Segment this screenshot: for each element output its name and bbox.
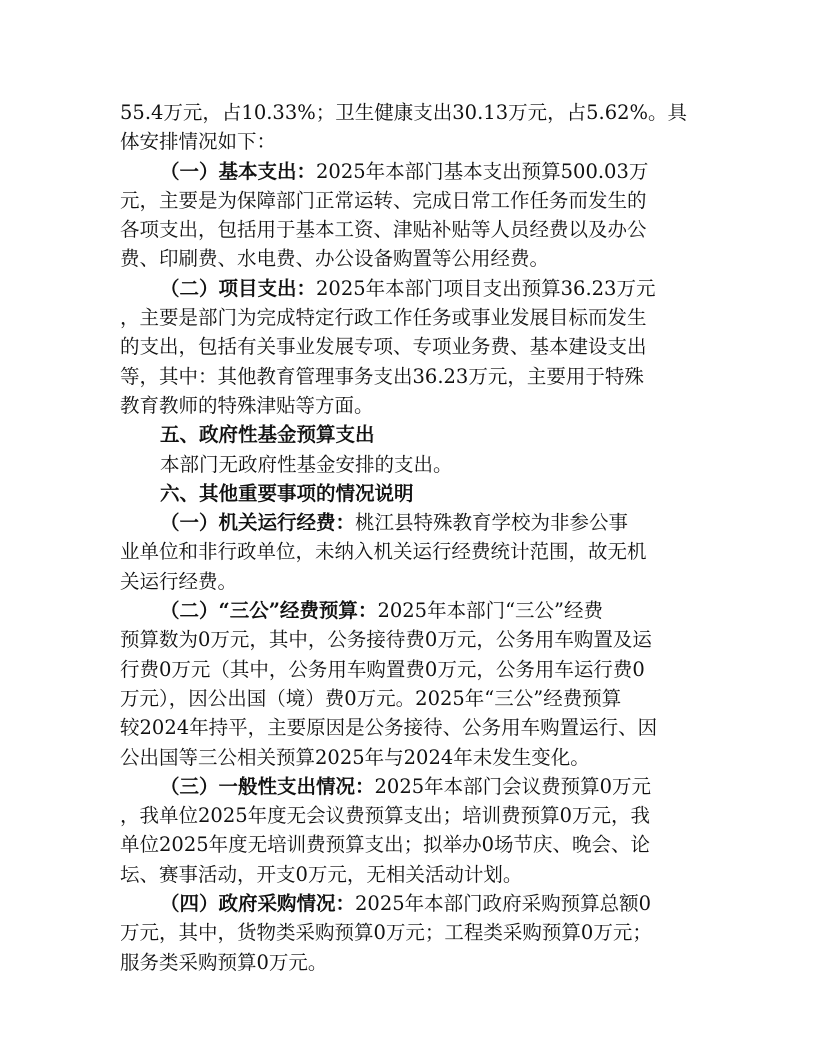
text-line bbox=[120, 362, 700, 391]
bold-heading-segment: 六、其他重要事项的情况说明 bbox=[160, 481, 414, 505]
text-line bbox=[120, 420, 700, 449]
body-text bbox=[120, 98, 700, 977]
text-line bbox=[120, 157, 700, 186]
text-segment: 行费0万元（其中，公务用车购置费0万元，公务用车运行费0 bbox=[120, 657, 645, 681]
text-line bbox=[120, 889, 700, 918]
text-line bbox=[120, 596, 700, 625]
text-line bbox=[120, 479, 700, 508]
text-line bbox=[120, 244, 700, 273]
text-segment: 公出国等三公相关预算2025年与2024年未发生变化。 bbox=[120, 745, 590, 769]
text-line bbox=[120, 625, 700, 654]
bold-heading-segment: （一）基本支出： bbox=[160, 159, 317, 183]
text-segment: 费、印刷费、水电费、办公设备购置等公用经费。 bbox=[120, 247, 550, 271]
text-line bbox=[120, 655, 700, 684]
text-segment: 2025年本部门会议费预算0万元 bbox=[374, 774, 652, 798]
text-line bbox=[120, 743, 700, 772]
text-segment: 较2024年持平，主要原因是公务接待、公务用车购置运行、因 bbox=[120, 716, 658, 740]
text-segment: 万元），因公出国（境）费0万元。2025年“三公”经费预算 bbox=[120, 686, 622, 710]
bold-heading-segment: 五、政府性基金预算支出 bbox=[160, 423, 375, 447]
text-segment: 关运行经费。 bbox=[120, 569, 238, 593]
text-segment: 的支出，包括有关事业发展专项、专项业务费、基本建设支出 bbox=[120, 335, 647, 359]
text-segment: 业单位和非行政单位，未纳入机关运行经费统计范围，故无机 bbox=[120, 540, 647, 564]
text-segment: 本部门无政府性基金安排的支出。 bbox=[160, 452, 453, 476]
bold-heading-segment: （二）“三公”经费预算： bbox=[160, 599, 378, 623]
text-line bbox=[120, 567, 700, 596]
text-segment: 预算数为0万元，其中，公务接待费0万元，公务用车购置及运 bbox=[120, 628, 652, 652]
text-segment: 等，其中：其他教育管理事务支出36.23万元，主要用于特殊 bbox=[120, 364, 644, 388]
text-segment: ，主要是部门为完成特定行政工作任务或事业发展目标而发生 bbox=[120, 306, 647, 330]
text-segment: 55.4万元，占10.33%；卫生健康支出30.13万元，占5.62%。具 bbox=[120, 101, 688, 124]
text-line bbox=[120, 948, 700, 977]
text-segment: 元，主要是为保障部门正常运转、完成日常工作任务而发生的 bbox=[120, 188, 647, 212]
text-segment: 2025年本部门项目支出预算36.23万元 bbox=[316, 276, 656, 300]
text-segment: ，我单位2025年度无会议费预算支出；培训费预算0万元，我 bbox=[120, 804, 651, 828]
text-line bbox=[120, 332, 700, 361]
text-line bbox=[120, 830, 700, 859]
text-segment: 教育教师的特殊津贴等方面。 bbox=[120, 393, 374, 417]
text-line bbox=[120, 537, 700, 566]
bold-heading-segment: （二）项目支出： bbox=[160, 276, 317, 300]
text-line bbox=[120, 127, 700, 156]
text-line bbox=[120, 772, 700, 801]
text-segment: 体安排情况如下： bbox=[120, 130, 277, 154]
text-line bbox=[120, 918, 700, 947]
bold-heading-segment: （一）机关运行经费： bbox=[160, 511, 356, 535]
text-segment: 单位2025年度无培训费预算支出；拟举办0场节庆、晚会、论 bbox=[120, 833, 651, 857]
text-line bbox=[120, 450, 700, 479]
text-segment: 2025年本部门基本支出预算500.03万 bbox=[316, 159, 649, 183]
text-line bbox=[120, 684, 700, 713]
text-line bbox=[120, 508, 700, 537]
text-line bbox=[120, 801, 700, 830]
text-line bbox=[120, 860, 700, 889]
text-line bbox=[120, 98, 700, 127]
text-segment: 坛、赛事活动，开支0万元，无相关活动计划。 bbox=[120, 862, 523, 886]
text-segment: 服务类采购预算0万元。 bbox=[120, 950, 328, 974]
text-line bbox=[120, 274, 700, 303]
bold-heading-segment: （三）一般性支出情况： bbox=[160, 774, 375, 798]
text-line bbox=[120, 713, 700, 742]
text-line bbox=[120, 391, 700, 420]
text-line bbox=[120, 303, 700, 332]
text-line bbox=[120, 215, 700, 244]
text-line bbox=[120, 186, 700, 215]
text-segment: 各项支出，包括用于基本工资、津贴补贴等人员经费以及办公 bbox=[120, 218, 647, 242]
bold-heading-segment: （四）政府采购情况： bbox=[160, 892, 356, 916]
text-segment: 2025年本部门“三公”经费 bbox=[377, 599, 604, 623]
text-segment: 万元，其中，货物类采购预算0万元；工程类采购预算0万元； bbox=[120, 921, 652, 945]
text-segment: 桃江县特殊教育学校为非参公事 bbox=[355, 511, 629, 535]
text-segment: 2025年本部门政府采购预算总额0 bbox=[355, 892, 652, 916]
